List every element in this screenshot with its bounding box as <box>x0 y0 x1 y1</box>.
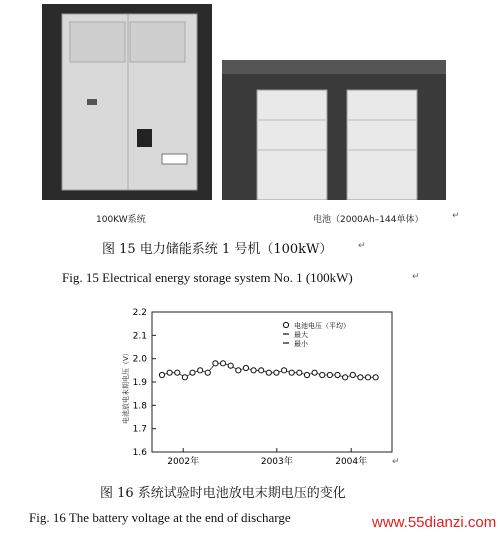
data-point <box>175 370 180 375</box>
y-tick-label: 1.9 <box>132 378 147 388</box>
y-tick-label: 1.7 <box>132 424 147 435</box>
data-point <box>182 375 187 380</box>
para-mark: ↵ <box>452 211 460 221</box>
data-point <box>159 372 164 377</box>
data-point <box>213 361 218 366</box>
data-point <box>335 372 340 377</box>
x-tick-label: 2004年 <box>335 457 368 467</box>
figure15-caption-cn: 图 15 电力储能系统 1 号机（100kW） <box>102 242 333 257</box>
data-point <box>327 372 332 377</box>
data-point <box>358 375 363 380</box>
data-point <box>228 363 233 368</box>
legend-min: 最小 <box>294 340 308 348</box>
photo-left-label: 100KW系统 <box>96 215 146 225</box>
data-point <box>373 375 378 380</box>
data-point <box>289 370 294 375</box>
para-mark: ↵ <box>412 272 420 282</box>
data-point <box>350 372 355 377</box>
y-axis-label: 电池放电末期电压（V） <box>122 349 130 424</box>
figure16-caption-cn: 图 16 系统试验时电池放电末期电压的变化 <box>100 486 346 501</box>
data-point <box>281 368 286 373</box>
para-mark: ↵ <box>358 241 366 251</box>
figure15-caption-en: Fig. 15 Electrical energy storage system No. 1 (100kW) <box>62 270 353 285</box>
data-point <box>236 368 241 373</box>
plot-frame <box>152 312 392 452</box>
data-point <box>320 372 325 377</box>
data-point <box>205 370 210 375</box>
data-point <box>343 375 348 380</box>
data-point <box>304 372 309 377</box>
watermark: www.55dianzi.com <box>372 514 497 531</box>
y-tick-label: 1.6 <box>132 448 147 458</box>
legend-average: 电池电压（平均） <box>294 322 350 330</box>
data-point <box>365 375 370 380</box>
y-tick-label: 1.8 <box>132 401 147 412</box>
y-tick-label: 2.0 <box>132 354 147 365</box>
para-mark: ↵ <box>392 457 400 467</box>
photo-right-label: 电池（2000Ah–144单体） <box>313 215 424 225</box>
y-tick-label: 2.2 <box>132 308 147 318</box>
data-point <box>259 368 264 373</box>
data-point <box>312 370 317 375</box>
data-point <box>297 370 302 375</box>
data-point <box>167 370 172 375</box>
data-point <box>198 368 203 373</box>
photo-battery-array <box>222 60 446 200</box>
data-point <box>266 370 271 375</box>
data-point <box>190 370 195 375</box>
data-point <box>243 365 248 370</box>
x-tick-label: 2002年 <box>167 457 200 467</box>
data-point <box>251 368 256 373</box>
x-tick-label: 2003年 <box>260 457 293 467</box>
voltage-chart <box>100 298 410 478</box>
legend-marker-average <box>283 322 288 327</box>
data-point <box>274 370 279 375</box>
data-point <box>220 361 225 366</box>
y-tick-label: 2.1 <box>132 331 147 342</box>
legend-max: 最大 <box>294 331 308 339</box>
figure16-caption-en: Fig. 16 The battery voltage at the end of discharge <box>29 510 291 525</box>
photo-100kw-system <box>42 4 212 200</box>
